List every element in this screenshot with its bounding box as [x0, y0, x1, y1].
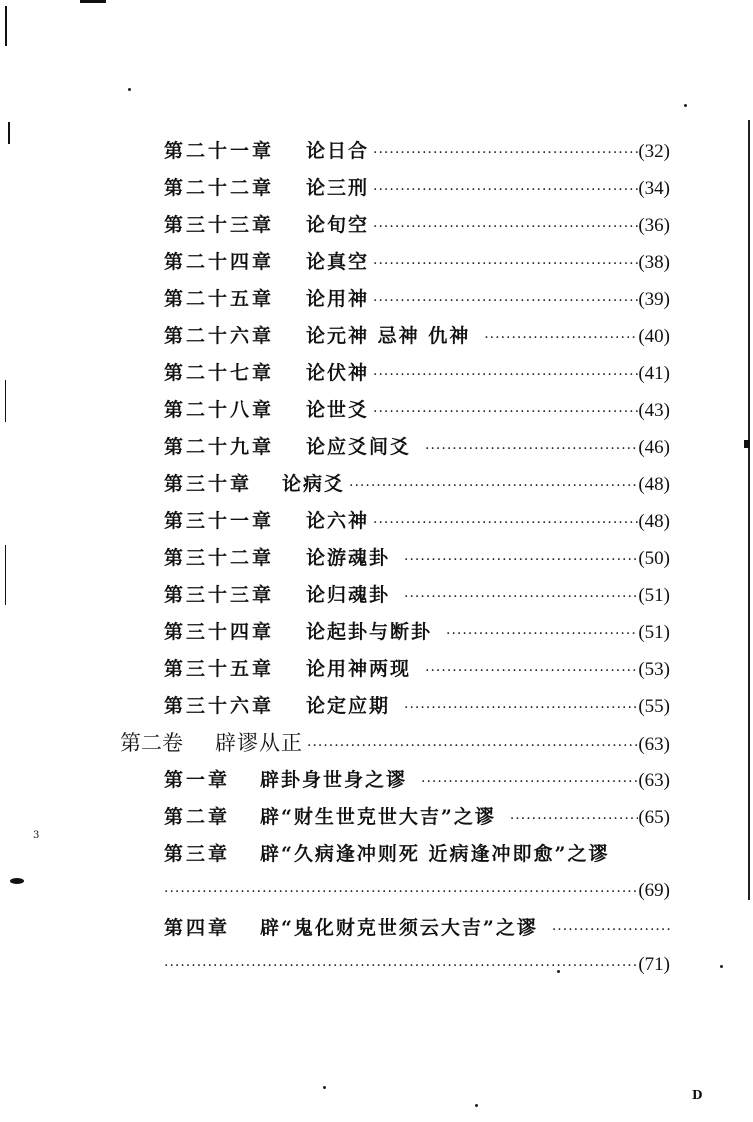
toc-entry	[164, 762, 670, 798]
dot-leader	[369, 172, 638, 208]
chapter-number: 第二十五章	[164, 288, 275, 310]
page-number: (51)	[638, 585, 670, 606]
chapter-title: 论定应期	[306, 695, 391, 717]
toc-entry	[164, 170, 670, 206]
dot-leader	[407, 764, 638, 800]
scan-speck	[720, 965, 723, 968]
toc-entry	[164, 910, 670, 946]
chapter-number: 第三十四章	[164, 621, 275, 643]
page-number: (41)	[638, 363, 670, 384]
page-number: (46)	[638, 437, 670, 458]
scan-mark-left	[8, 122, 10, 144]
page-number: (48)	[638, 474, 670, 495]
page-number: (63)	[638, 734, 670, 755]
toc-entry-continuation	[164, 947, 670, 983]
page-number: (39)	[638, 289, 670, 310]
toc-entry	[164, 836, 670, 872]
volume-heading	[120, 725, 670, 761]
chapter-number: 第二章	[164, 806, 231, 828]
chapter-title: 论六神	[306, 510, 370, 532]
chapter-number: 第二十九章	[164, 436, 275, 458]
chapter-number: 第二十八章	[164, 399, 275, 421]
dot-leader	[390, 690, 638, 726]
chapter-title: 论归魂卦	[306, 584, 391, 606]
dot-leader	[369, 135, 638, 171]
chapter-number: 第三十一章	[164, 510, 275, 532]
chapter-number: 第四章	[164, 917, 231, 939]
corner-mark: D	[692, 1088, 703, 1102]
scan-speck	[475, 1104, 478, 1107]
toc-entry	[164, 503, 670, 539]
chapter-title: 论伏神	[306, 362, 370, 384]
scan-speck	[128, 88, 131, 91]
chapter-number: 第三十五章	[164, 658, 275, 680]
toc-entry	[164, 651, 670, 687]
toc-entry	[164, 614, 670, 650]
volume-title: 辟谬从正	[215, 731, 303, 755]
dot-leader	[369, 246, 638, 282]
dot-leader	[345, 468, 638, 504]
chapter-number: 第二十二章	[164, 177, 275, 199]
page-edge-line	[748, 120, 750, 900]
scan-mark-top	[80, 0, 106, 3]
dot-leader	[164, 874, 638, 910]
scan-mark-left	[5, 545, 6, 605]
toc-entry	[164, 392, 670, 428]
chapter-title: 论元神 忌神 仇神	[306, 325, 471, 347]
chapter-number: 第二十一章	[164, 140, 275, 162]
chapter-number: 第三十章	[164, 473, 253, 495]
chapter-title: 论病爻	[282, 473, 346, 495]
chapter-title: 论旬空	[306, 214, 370, 236]
dot-leader	[369, 209, 638, 245]
chapter-number: 第三章	[164, 843, 231, 865]
page-number: (43)	[638, 400, 670, 421]
margin-number: 3	[33, 830, 40, 841]
page-number: (34)	[638, 178, 670, 199]
chapter-title: 论用神两现	[306, 658, 412, 680]
toc-entry	[164, 577, 670, 613]
volume-label: 第二卷	[120, 731, 183, 755]
dot-leader	[369, 283, 638, 319]
dot-leader	[369, 394, 638, 430]
page-number: (65)	[638, 807, 670, 828]
toc-entry	[164, 318, 670, 354]
page-number: (71)	[638, 954, 670, 975]
page-number: (69)	[638, 880, 670, 901]
page-number: (36)	[638, 215, 670, 236]
scan-mark-right	[744, 440, 750, 448]
chapter-title: 论游魂卦	[306, 547, 391, 569]
toc-entry	[164, 466, 670, 502]
toc-entry	[164, 429, 670, 465]
page-number: (40)	[638, 326, 670, 347]
chapter-title: 论三刑	[306, 177, 370, 199]
chapter-number: 第二十七章	[164, 362, 275, 384]
dot-leader	[303, 728, 638, 764]
toc-entry	[164, 799, 670, 835]
scan-mark-left	[5, 6, 7, 46]
dot-leader	[164, 948, 638, 984]
chapter-number: 第二十六章	[164, 325, 275, 347]
scan-blot	[10, 878, 24, 884]
chapter-title: 辟“久病逢冲则死 近病逢冲即愈”之谬	[260, 843, 610, 865]
chapter-number: 第三十六章	[164, 695, 275, 717]
chapter-title: 辟卦身世身之谬	[260, 769, 408, 791]
dot-leader	[411, 431, 638, 467]
scan-speck	[323, 1086, 326, 1089]
dot-leader	[470, 320, 638, 356]
page-number: (50)	[638, 548, 670, 569]
chapter-title: 论应爻间爻	[306, 436, 412, 458]
toc-entry	[164, 281, 670, 317]
scan-speck	[684, 104, 687, 107]
toc-entry	[164, 207, 670, 243]
chapter-title: 辟“财生世克世大吉”之谬	[260, 806, 496, 828]
toc-entry	[164, 355, 670, 391]
dot-leader	[496, 801, 638, 837]
chapter-title: 论世爻	[306, 399, 370, 421]
dot-leader	[411, 653, 638, 689]
chapter-number: 第三十三章	[164, 214, 275, 236]
chapter-title: 论起卦与断卦	[306, 621, 433, 643]
dot-leader	[369, 357, 638, 393]
page-number: (55)	[638, 696, 670, 717]
chapter-title: 论真空	[306, 251, 370, 273]
chapter-title: 论用神	[306, 288, 370, 310]
chapter-number: 第二十四章	[164, 251, 275, 273]
dot-leader	[369, 505, 638, 541]
toc-entry	[164, 244, 670, 280]
chapter-title: 论日合	[306, 140, 370, 162]
chapter-number: 第三十二章	[164, 547, 275, 569]
dot-leader	[538, 912, 670, 948]
dot-leader	[390, 542, 638, 578]
chapter-number: 第一章	[164, 769, 231, 791]
page-number: (51)	[638, 622, 670, 643]
toc-entry	[164, 540, 670, 576]
chapter-number: 第三十三章	[164, 584, 275, 606]
dot-leader	[432, 616, 638, 652]
page-number: (48)	[638, 511, 670, 532]
page-number: (38)	[638, 252, 670, 273]
scan-mark-left	[5, 380, 6, 422]
toc-entry-continuation	[164, 873, 670, 909]
page-number: (53)	[638, 659, 670, 680]
chapter-title: 辟“鬼化财克世须云大吉”之谬	[260, 917, 538, 939]
page-number: (63)	[638, 770, 670, 791]
toc-entry	[164, 688, 670, 724]
toc-entry	[164, 133, 670, 169]
page-number: (32)	[638, 141, 670, 162]
dot-leader	[390, 579, 638, 615]
